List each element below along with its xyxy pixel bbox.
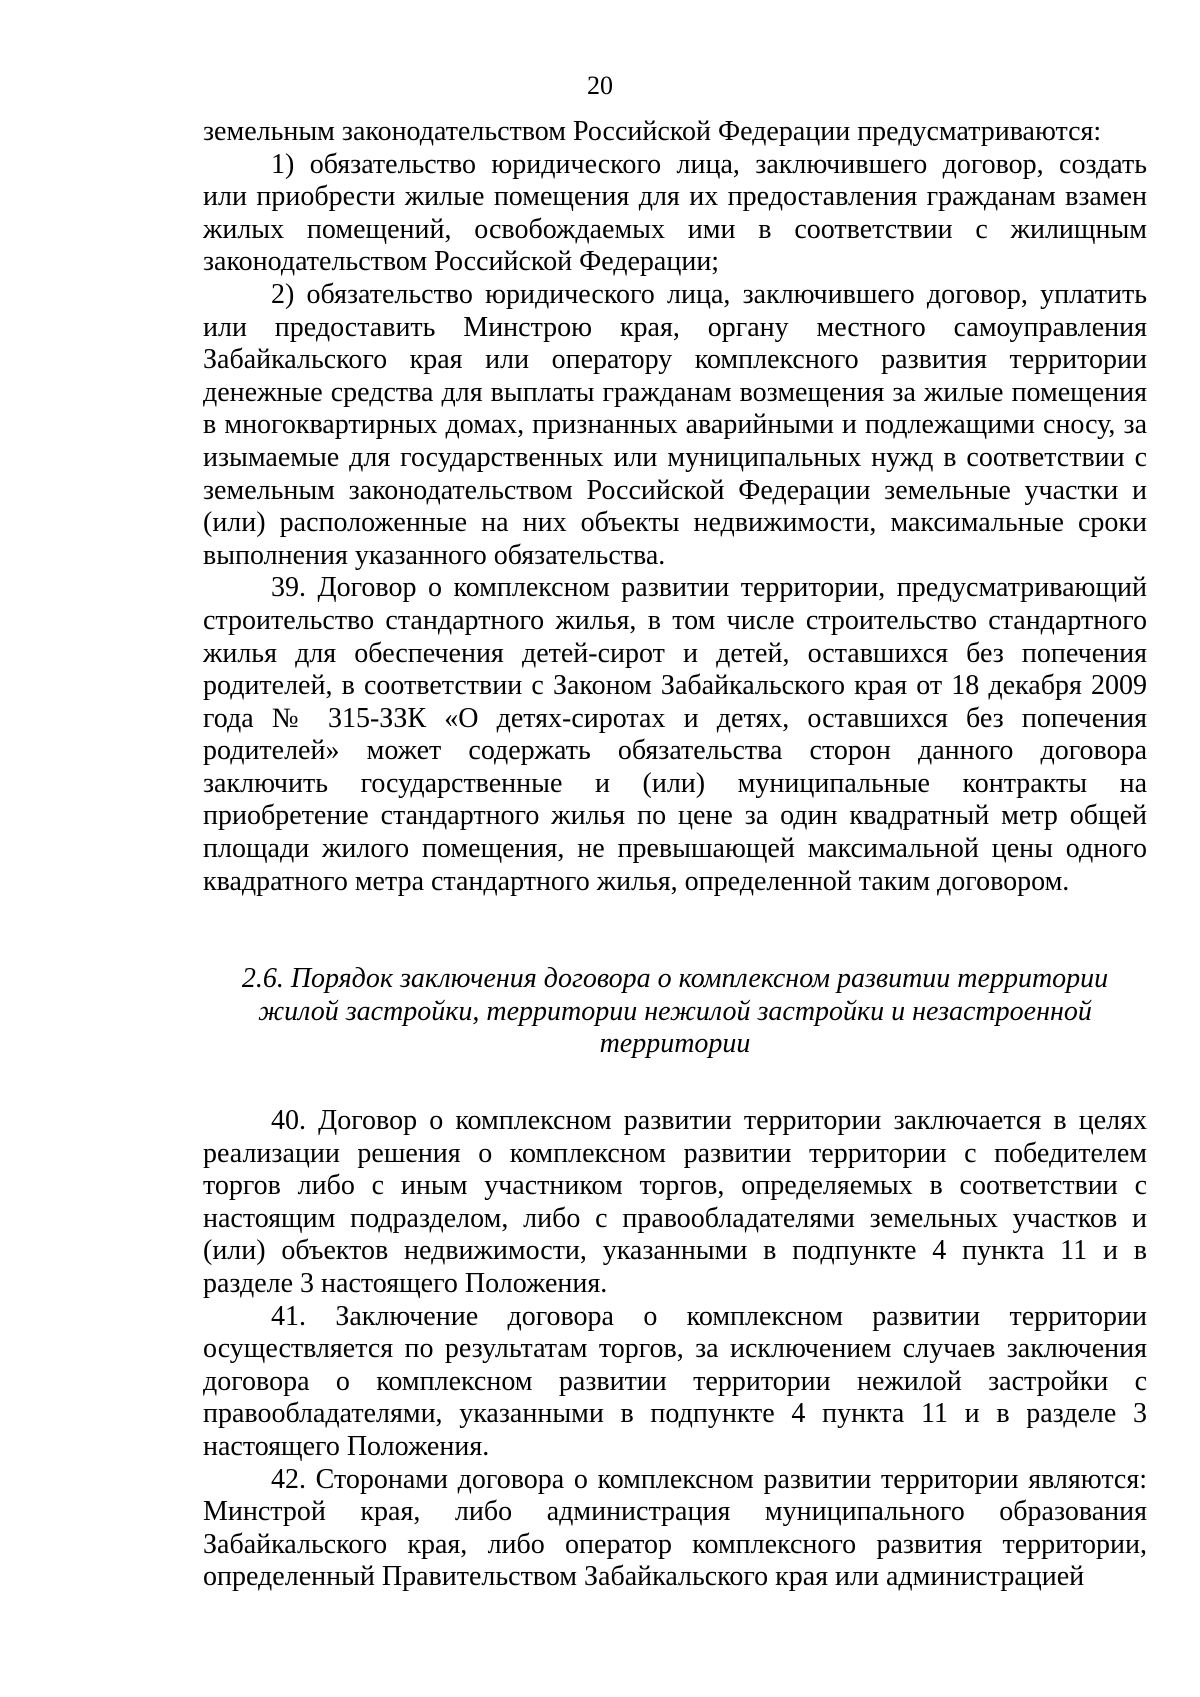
section-heading-line-2: жилой застройки, территории нежилой застройки и незастроенной (258, 995, 1092, 1027)
section-heading-line-1: 2.6. Порядок заключения договора о комплексном развитии территории (241, 963, 1109, 994)
paragraph-41: 41. Заключение договора о комплексном развитии территории осуществляется по результатам торгов, за исключением случаев заключения договора о комплексном развитии территории нежилой застройки с правообладателями, указанными в подпункте 4 пункта 11 и в разделе 3 настоящего Положения. (203, 1300, 1147, 1462)
paragraph-39: 39. Договор о комплексном развитии территории, предусматривающий строительство стандартного жилья, в том числе строительство стандартного жилья для обеспечения детей-сирот и детей, оставшихся без попечения родителей, в соответствии с Законом Забайкальского края от 18 декабря 2009 года № 315-ЗЗК «О детях-сиротах и детях, оставшихся без попечения родителей» может содержать обязательства сторон данного договора заключить государственные и (или) муниципальные контракты на приобретение стандартного жилья по цене за один квадратный метр общей площади жилого помещения, не превышающей максимальной цены одного квадратного метра стандартного жилья, определенной таким договором. (203, 572, 1147, 897)
section-heading (203, 963, 1147, 1061)
page-number: 20 (587, 71, 613, 100)
paragraph-42: 42. Сторонами договора о комплексном развитии территории являются: Минстрой края, либо администрация муниципального образования Забайкальского края, либо оператор комплексного развития территории, определенный Правительством Забайкальского края или администрацией (203, 1463, 1147, 1593)
paragraph-40: 40. Договор о комплексном развитии территории заключается в целях реализации решения о комплексном развитии территории с победителем торгов либо с иным участником торгов, определяемых в соответствии с настоящим подразделом, либо с правообладателями земельных участков и (или) объектов недвижимости, указанными в подпункте 4 пункта 11 и в разделе 3 настоящего Положения. (203, 1105, 1147, 1299)
paragraph-item-2: 2) обязательство юридического лица, заключившего договор, уплатить или предоставить Минстрою края, органу местного самоуправления Забайкальского края или оператору комплексного развития территории денежные средства для выплаты гражданам возмещения за жилые помещения в многоквартирных домах, признанных аварийными и подлежащими сносу, за изымаемые для государственных или муниципальных нужд в соответствии с земельным законодательством Российской Федерации земельные участки и (или) расположенные на них объекты недвижимости, максимальные сроки выполнения указанного обязательства. (203, 278, 1147, 571)
section-heading-line-3: территории (599, 1028, 751, 1060)
paragraph-item-1: 1) обязательство юридического лица, заключившего договор, создать или приобрести жилые помещения для их предоставления гражданам взамен жилых помещений, освобождаемых ими в соответствии с жилищным законодательством Российской Федерации; (203, 148, 1147, 278)
bottom-text-block (203, 1105, 1147, 1594)
top-text-block (203, 116, 1147, 898)
paragraph-intro-continuation: земельным законодательством Российской Федерации предусматриваются: (203, 116, 1102, 147)
